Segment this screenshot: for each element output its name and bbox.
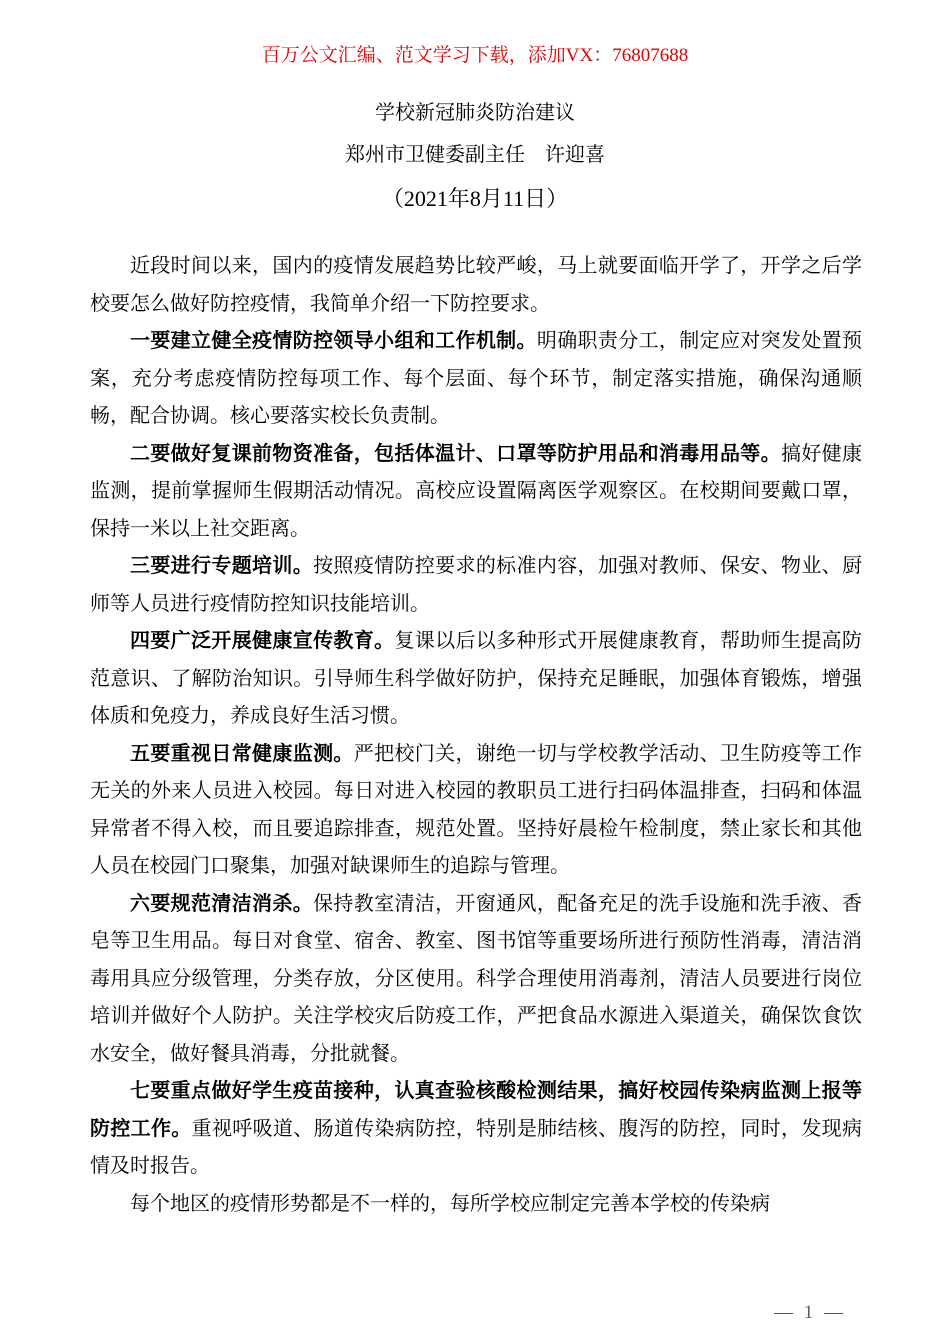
- paragraph-3-text: 搞好健康监测，提前掌握师生假期活动情况。高校应设置隔离医学观察区。在校期间要戴口罩，保持一米以上社交距离。: [90, 442, 863, 540]
- paragraph-2-lead: 一要建立健全疫情防控领导小组和工作机制。: [130, 330, 537, 352]
- paragraph-4-text: 按照疫情防控要求的标准内容，加强对教师、保安、物业、厨师等人员进行疫情防控知识技能培训。: [90, 555, 863, 615]
- title-block: [0, 92, 950, 222]
- paragraph-1-text: 近段时间以来，国内的疫情发展趋势比较严峻，马上就要面临开学了，开学之后学校要怎么做好防控疫情，我简单介绍一下防控要求。: [90, 255, 862, 315]
- paragraph-2: [90, 323, 862, 436]
- paragraph-9-text: 每个地区的疫情形势都是不一样的，每所学校应制定完善本学校的传染病: [130, 1192, 770, 1215]
- paragraph-9: [90, 1186, 862, 1224]
- paragraph-5-text: 复课以后以多种形式开展健康教育，帮助师生提高防范意识、了解防治知识。引导师生科学做好防护，保持充足睡眠，加强体育锻炼，增强体质和免疫力，养成良好生活习惯。: [90, 630, 863, 727]
- paragraph-2-text: 明确职责分工，制定应对突发处置预案，充分考虑疫情防控每项工作、每个层面、每个环节，制定落实措施，确保沟通顺畅，配合协调。核心要落实校长负责制。: [90, 330, 863, 427]
- paragraph-6: [90, 736, 862, 886]
- paragraph-5: [90, 623, 862, 736]
- paragraph-3: [90, 436, 862, 549]
- paragraph-4-lead: 三要进行专题培训。: [130, 555, 314, 577]
- paragraph-7-text: 保持教室清洁，开窗通风，配备充足的洗手设施和洗手液、香皂等卫生用品。每日对食堂、宿舍、教室、图书馆等重要场所进行预防性消毒，清洁消毒用具应分级管理，分类存放，分区使用。科学合理使用消毒剂，清洁人员要进行岗位培训并做好个人防护。关注学校灾后防疫工作，严把食品水源进入渠道关，确保饮食饮水安全，做好餐具消毒，分批就餐。: [90, 892, 863, 1065]
- promo-header-text: 百万公文汇编、范文学习下载，添加VX：76807688: [261, 45, 689, 66]
- paragraph-5-lead: 四要广泛开展健康宣传教育。: [130, 630, 395, 652]
- paragraph-6-lead: 五要重视日常健康监测。: [130, 742, 354, 765]
- paragraph-8-text: 重视呼吸道、肠道传染病防控，特别是肺结核、腹泻的防控，同时，发现病情及时报告。: [90, 1117, 863, 1177]
- paragraph-1: [90, 248, 862, 323]
- paragraph-6-text: 严把校门关，谢绝一切与学校教学活动、卫生防疫等工作无关的外来人员进入校园。每日对进入校园的教职员工进行扫码体温排查，扫码和体温异常者不得入校，而且要追踪排查，规范处置。坚持好晨检午检制度，禁止家长和其他人员在校园门口聚集，加强对缺课师生的追踪与管理。: [90, 742, 863, 877]
- paragraph-8-lead: 七要重点做好学生疫苗接种，认真查验核酸检测结果，搞好校园传染病监测上报等防控工作。: [90, 1080, 862, 1140]
- paragraph-8: [90, 1073, 862, 1186]
- paragraph-3-lead: 二要做好复课前物资准备，包括体温计、口罩等防护用品和消毒用品等。: [130, 442, 781, 465]
- page-number: — 1 —: [774, 1302, 846, 1323]
- paragraph-7-lead: 六要规范清洁消杀。: [130, 892, 314, 915]
- paragraph-4: [90, 548, 862, 623]
- document-title: 学校新冠肺炎防治建议: [375, 102, 575, 124]
- document-date-line: （2021年8月11日）: [381, 186, 569, 211]
- document-body: [90, 248, 862, 1223]
- document-author-line: 郑州市卫健委副主任 许迎喜: [345, 144, 605, 166]
- paragraph-7: [90, 886, 862, 1074]
